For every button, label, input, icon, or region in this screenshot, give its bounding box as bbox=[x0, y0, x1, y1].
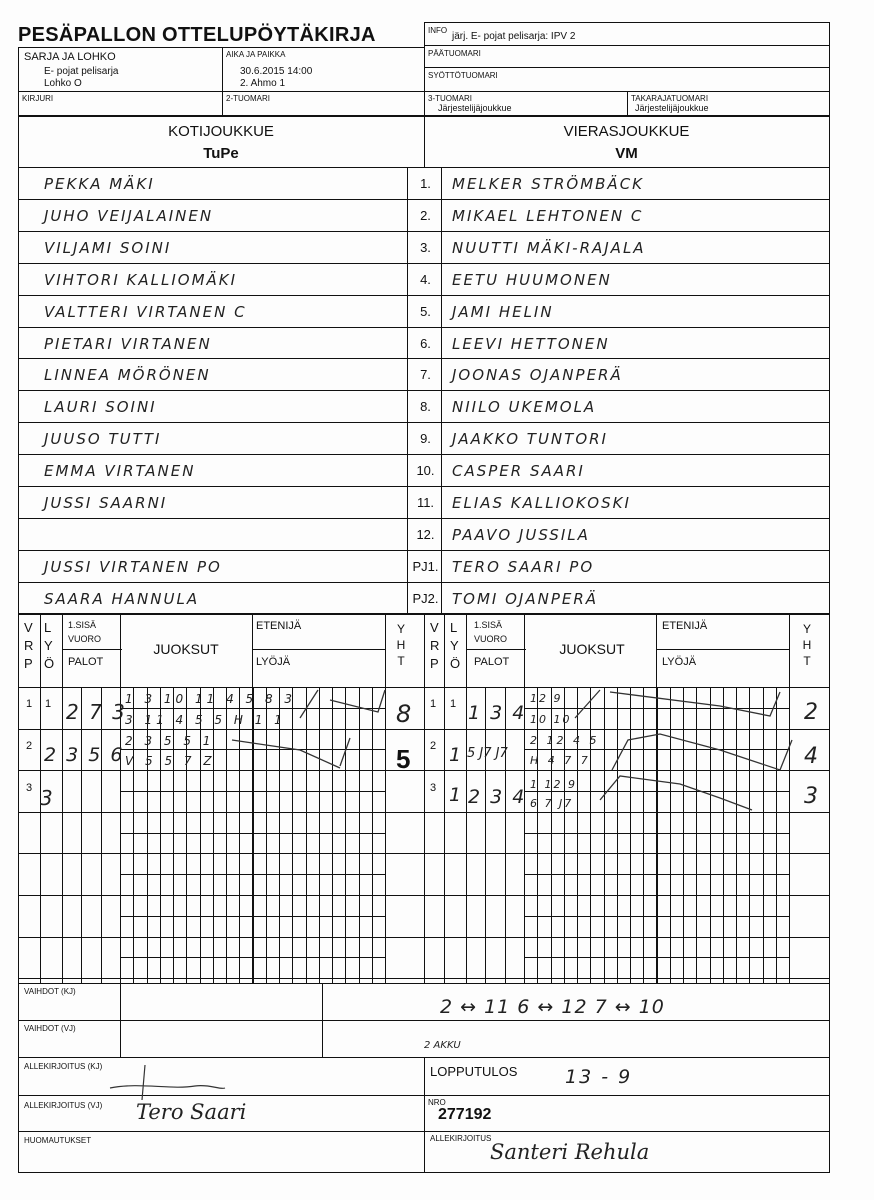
away-player-name: JOONAS OJANPERÄ bbox=[452, 366, 623, 384]
footer-col-line bbox=[120, 983, 121, 1057]
vaihdot-vj-label: VAIHDOT (VJ) bbox=[24, 1024, 76, 1033]
away-palot-1: 1 3 4 bbox=[468, 702, 527, 724]
info-label: INFO bbox=[428, 26, 448, 35]
away-runs-bot-2: H 4 7 7 bbox=[530, 754, 591, 767]
home-player-name: VIHTORI KALLIOMÄKI bbox=[44, 271, 238, 289]
hdr-juoksut: JUOKSUT bbox=[153, 641, 219, 657]
hdr-yht: T bbox=[397, 654, 405, 668]
home-period-2: 2 bbox=[26, 740, 33, 752]
home-player-name: LAURI SOINI bbox=[44, 398, 157, 416]
row-number: PJ1. bbox=[412, 559, 439, 574]
row-number: 10. bbox=[416, 463, 435, 478]
home-player-name: VALTTERI VIRTANEN C bbox=[44, 303, 247, 321]
form-title: PESÄPALLON OTTELUPÖYTÄKIRJA bbox=[18, 24, 376, 46]
home-player-name: VILJAMI SOINI bbox=[44, 239, 172, 257]
away-player-name: JAMI HELIN bbox=[452, 303, 554, 321]
away-stroke-3 bbox=[600, 776, 752, 810]
hdr-y: Y bbox=[44, 638, 53, 653]
tuomari3-label: 3-TUOMARI bbox=[428, 94, 472, 103]
hdr-r: R bbox=[430, 638, 440, 653]
away-player-name: EETU HUUMONEN bbox=[452, 271, 612, 289]
footer-row-line bbox=[18, 1020, 829, 1021]
home-player-name: JUHO VEIJALAINEN bbox=[44, 207, 214, 225]
aika-value: 30.6.2015 14:00 bbox=[240, 66, 313, 77]
allek-vj-signature: Tero Saari bbox=[136, 1100, 247, 1124]
nro-label: NRO bbox=[428, 1098, 446, 1107]
row-number: 3. bbox=[420, 240, 431, 255]
home-runs-bot-2: V 5 5 7 Z bbox=[125, 754, 216, 768]
home-player-name: PEKKA MÄKI bbox=[44, 175, 155, 193]
takara-label: TAKARAJATUOMARI bbox=[631, 94, 709, 103]
row-number: 4. bbox=[420, 272, 431, 287]
away-player-name: JAAKKO TUNTORI bbox=[452, 430, 608, 448]
hdr-vuoro: VUORO bbox=[68, 634, 102, 644]
home-ly-3: 3 bbox=[40, 786, 55, 810]
away-palot-3: 2 3 4 bbox=[468, 786, 527, 808]
hdr-juoksut: JUOKSUT bbox=[559, 641, 625, 657]
hdr-etenija: ETENIJÄ bbox=[256, 620, 302, 632]
paatuomari-label: PÄÄTUOMARI bbox=[428, 49, 481, 58]
away-player-name: ELIAS KALLIOKOSKI bbox=[452, 494, 631, 512]
away-period-1: 1 bbox=[430, 698, 437, 710]
home-runs-bot-1: 3 11 4 5 5 H 1 1 bbox=[125, 713, 286, 727]
away-period-3: 3 bbox=[430, 782, 437, 794]
hdr-l: L bbox=[450, 620, 458, 635]
info-value: järj. E- pojat pelisarja: IPV 2 bbox=[452, 31, 576, 42]
hdr-yht: H bbox=[396, 638, 406, 652]
away-player-name: NUUTTI MÄKI-RAJALA bbox=[452, 239, 646, 257]
row-number: 9. bbox=[420, 431, 431, 446]
away-stroke-2 bbox=[612, 734, 792, 770]
allekirjoitus-signature: Santeri Rehula bbox=[490, 1140, 650, 1164]
hdr-palot: PALOT bbox=[474, 656, 510, 668]
away-player-name: TOMI OJANPERÄ bbox=[452, 590, 599, 608]
away-total-3: 3 bbox=[804, 784, 820, 809]
home-team-name: TuPe bbox=[203, 145, 239, 162]
away-player-name: LEEVI HETTONEN bbox=[452, 335, 610, 353]
row-number: 6. bbox=[420, 336, 431, 351]
sarja-label: SARJA JA LOHKO bbox=[24, 51, 116, 63]
away-player-name: NIILO UKEMOLA bbox=[452, 398, 597, 416]
takara-value: Järjestelijäjoukkue bbox=[635, 103, 709, 113]
row-number: 7. bbox=[420, 367, 431, 382]
hdr-o: Ö bbox=[44, 656, 55, 671]
home-player-name: PIETARI VIRTANEN bbox=[44, 335, 212, 353]
home-ly-2: 2 3 5 6 bbox=[44, 744, 125, 766]
away-player-name: MELKER STRÖMBÄCK bbox=[452, 175, 644, 193]
row-number: 2. bbox=[420, 208, 431, 223]
allek-vj-label: ALLEKIRJOITUS (VJ) bbox=[24, 1101, 103, 1110]
home-team-label: KOTIJOUKKUE bbox=[168, 123, 274, 140]
lopputulos-label: LOPPUTULOS bbox=[430, 1064, 518, 1079]
away-ly-3: 1 bbox=[449, 784, 464, 806]
hdr-yht: H bbox=[802, 638, 812, 652]
home-total-2: 5 bbox=[396, 744, 411, 774]
home-stroke-1 bbox=[300, 690, 385, 718]
syottotuomari-label: SYÖTTÖTUOMARI bbox=[428, 71, 498, 80]
hdr-vuoro: VUORO bbox=[474, 634, 508, 644]
away-stroke-1 bbox=[575, 690, 780, 718]
row-number: 8. bbox=[420, 399, 431, 414]
away-player-name: PAAVO JUSSILA bbox=[452, 526, 590, 544]
hdr-v: V bbox=[430, 620, 439, 635]
lohko-value: Lohko O bbox=[44, 78, 82, 89]
away-runs-top-3: 1 12 9 bbox=[530, 778, 577, 791]
home-palot-1: 2 7 3 bbox=[66, 700, 127, 724]
home-runs-top-2: 2 3 5 5 1 bbox=[125, 734, 215, 748]
vaihdot-kj-label: VAIHDOT (KJ) bbox=[24, 987, 76, 996]
away-player-name: MIKAEL LEHTONEN C bbox=[452, 207, 644, 225]
home-runs-top-1: 1 3 10 11 4 5 8 3 bbox=[125, 692, 297, 706]
footer-row-line bbox=[18, 1172, 829, 1173]
home-player-name: EMMA VIRTANEN bbox=[44, 462, 196, 480]
row-number: 12. bbox=[416, 527, 435, 542]
hdr-r: R bbox=[24, 638, 34, 653]
home-ly-1: 1 bbox=[45, 698, 52, 710]
aika-label: AIKA JA PAIKKA bbox=[226, 50, 286, 59]
hdr-y: Y bbox=[450, 638, 459, 653]
hdr-lyoja: LYÖJÄ bbox=[256, 656, 291, 668]
home-period-1: 1 bbox=[26, 698, 33, 710]
away-runs-bot-3: 6 7 J7 bbox=[530, 797, 574, 810]
allekirjoitus-label: ALLEKIRJOITUS bbox=[430, 1134, 492, 1143]
away-team-name: VM bbox=[615, 145, 638, 162]
vaihdot-vj-note: 2 AKKU bbox=[424, 1040, 461, 1051]
row-number: 5. bbox=[420, 304, 431, 319]
hdr-palot: PALOT bbox=[68, 656, 104, 668]
hdr-p: P bbox=[430, 656, 439, 671]
away-runs-top-2: 2 12 4 5 bbox=[530, 734, 600, 747]
hdr-sisa: 1.SISÄ bbox=[474, 620, 503, 630]
home-player-name: JUSSI SAARNI bbox=[44, 494, 168, 512]
hdr-yht: Y bbox=[396, 622, 405, 636]
home-player-name: JUUSO TUTTI bbox=[44, 430, 162, 448]
away-team-label: VIERASJOUKKUE bbox=[563, 123, 690, 140]
home-player-name: JUSSI VIRTANEN PO bbox=[44, 558, 222, 576]
away-palot-2: 5 J7 J7 bbox=[467, 746, 508, 761]
hdr-yht: Y bbox=[802, 622, 811, 636]
away-total-1: 2 bbox=[804, 700, 820, 725]
tuomari3-value: Järjestelijäjoukkue bbox=[438, 103, 512, 113]
lopputulos-value: 13 - 9 bbox=[565, 1066, 633, 1088]
kj-signature-scribble bbox=[100, 1060, 230, 1105]
hdr-etenija: ETENIJÄ bbox=[662, 620, 708, 632]
footer-col-line bbox=[424, 1057, 425, 1172]
away-ly-1: 1 bbox=[450, 698, 457, 710]
away-runs-bot-1: 10 10 bbox=[530, 713, 572, 726]
home-player-name: SAARA HANNULA bbox=[44, 590, 200, 608]
nro-value: 277192 bbox=[438, 1106, 492, 1123]
away-ly-2: 1 bbox=[449, 744, 464, 766]
tuomari2-label: 2-TUOMARI bbox=[226, 94, 270, 103]
allek-kj-label: ALLEKIRJOITUS (KJ) bbox=[24, 1062, 103, 1071]
home-total-1: 8 bbox=[396, 700, 414, 728]
kirjuri-label: KIRJURI bbox=[22, 94, 54, 103]
row-number: 1. bbox=[420, 176, 431, 191]
away-player-name: CASPER SAARI bbox=[452, 462, 585, 480]
home-player-name: LINNEA MÖRÖNEN bbox=[44, 366, 211, 384]
footer-col-line bbox=[322, 983, 323, 1057]
hdr-sisa: 1.SISÄ bbox=[68, 620, 97, 630]
hdr-v: V bbox=[24, 620, 33, 635]
home-period-3: 3 bbox=[26, 782, 33, 794]
row-number: PJ2. bbox=[412, 591, 439, 606]
hdr-o: Ö bbox=[450, 656, 461, 671]
row-number: 11. bbox=[416, 495, 435, 510]
away-total-2: 4 bbox=[804, 744, 820, 769]
hdr-lyoja: LYÖJÄ bbox=[662, 656, 697, 668]
away-player-name: TERO SAARI PO bbox=[452, 558, 595, 576]
away-runs-top-1: 12 9 bbox=[530, 692, 563, 705]
hdr-yht: T bbox=[803, 654, 811, 668]
paikka-value: 2. Ahmo 1 bbox=[240, 78, 286, 89]
hdr-l: L bbox=[44, 620, 52, 635]
vaihdot-vj-value: 2 ↔ 11 6 ↔ 12 7 ↔ 10 bbox=[440, 996, 665, 1018]
huomautukset-label: HUOMAUTUKSET bbox=[24, 1136, 92, 1145]
sarja-value: E- pojat pelisarja bbox=[44, 66, 119, 77]
away-period-2: 2 bbox=[430, 740, 437, 752]
hdr-p: P bbox=[24, 656, 33, 671]
home-stroke-2 bbox=[232, 738, 350, 768]
